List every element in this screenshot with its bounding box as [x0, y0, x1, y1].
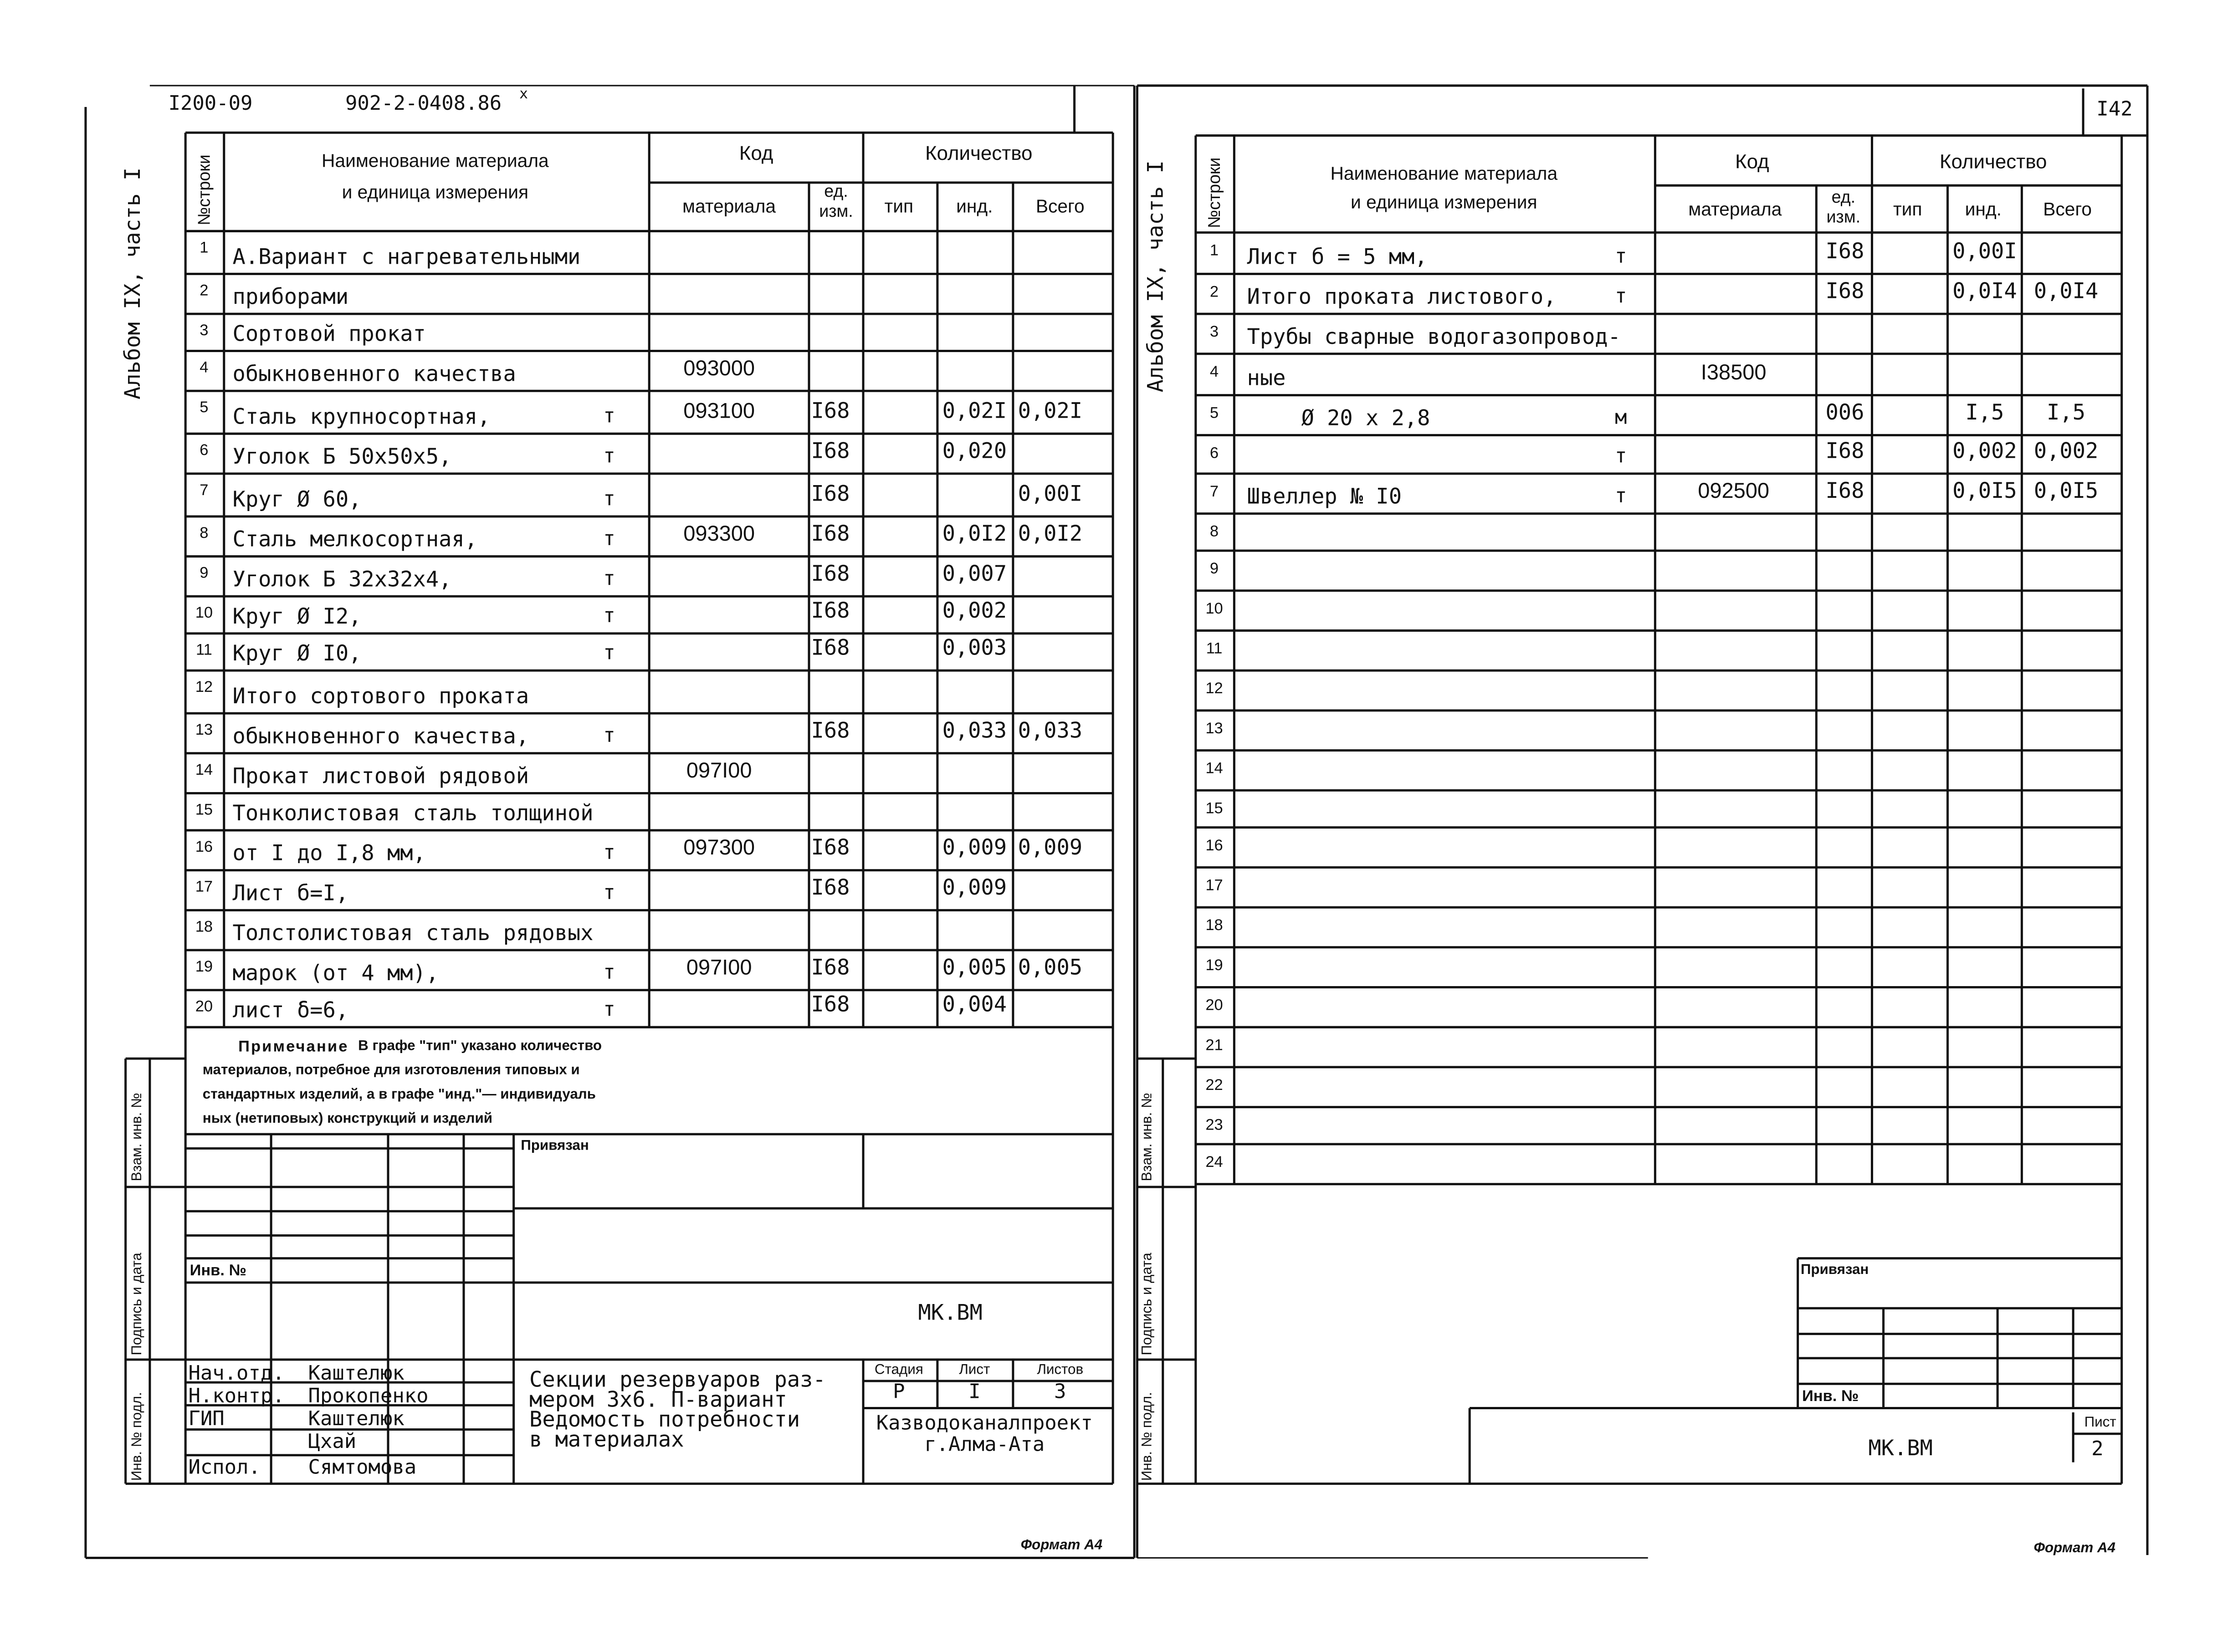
row-unit-letter: т [603, 605, 615, 628]
row-ind: 0,0I5 [1952, 478, 2017, 504]
row-code: 093000 [683, 357, 755, 381]
row-ind: 0,00I [1952, 238, 2017, 264]
row-total: 0,0I4 [2033, 278, 2099, 304]
row-ind: 0,003 [942, 634, 1007, 661]
row-unit-letter: т [603, 998, 615, 1022]
header-unit-l2: изм. [1826, 207, 1861, 227]
row-number: 3 [200, 322, 209, 340]
header-material: материала [682, 195, 776, 217]
row-total: 0,02I [1018, 398, 1083, 424]
signatory-name: Цхай [308, 1431, 357, 1454]
row-unit-code: I68 [1825, 438, 1864, 464]
drawing-mark: МК.ВМ [918, 1299, 983, 1325]
doc-number-sup: x [519, 87, 528, 103]
org-line2: г.Алма-Ата [924, 1433, 1045, 1457]
signatory-name: Прокопенко [308, 1385, 429, 1408]
row-total: 0,002 [2033, 438, 2099, 464]
title-line: Секции резервуаров раз- [529, 1366, 826, 1393]
format-label: Формат А4 [2033, 1540, 2115, 1557]
row-number: 4 [200, 359, 209, 377]
row-unit-code: I68 [811, 717, 850, 743]
row-unit-code: I68 [811, 481, 850, 506]
sheet-label: Лист [959, 1362, 990, 1378]
row-unit-letter: т [603, 642, 615, 665]
row-unit-letter: т [603, 527, 615, 551]
row-number: 8 [200, 525, 209, 542]
row-ind: 0,0I2 [942, 521, 1007, 547]
header-code: Код [739, 141, 773, 164]
side-label-inv: Инв. № подл. [130, 1392, 146, 1481]
title-line: мером 3х6. П-вариант [529, 1386, 787, 1412]
row-unit-letter: т [603, 488, 615, 511]
row-number: 24 [1205, 1154, 1223, 1171]
row-name: Ø 20 х 2,8 [1301, 405, 1430, 431]
row-unit-letter: т [603, 881, 615, 905]
row-number: 20 [195, 998, 213, 1016]
row-name: Лист б=I, [232, 880, 349, 906]
row-unit-letter: т [1614, 245, 1627, 268]
privyazan-label: Привязан [521, 1138, 589, 1154]
side-label-podpis: Подпись и дата [1140, 1253, 1156, 1355]
row-total: 0,0I5 [2033, 478, 2099, 504]
row-total: 0,009 [1018, 834, 1083, 860]
header-type: тип [884, 195, 914, 217]
row-number: 9 [200, 565, 209, 582]
row-name: Сортовой прокат [232, 321, 426, 347]
signatory-name: Каштелюк [308, 1362, 405, 1386]
row-number: 2 [1209, 284, 1219, 301]
row-number: 19 [1205, 957, 1223, 975]
row-code: 093100 [683, 399, 755, 424]
row-ind: 0,033 [942, 717, 1007, 743]
row-number: 12 [1205, 680, 1223, 698]
side-label-podpis: Подпись и дата [130, 1253, 146, 1355]
row-name: обыкновенного качества, [232, 723, 529, 749]
row-code: 097I00 [686, 759, 752, 783]
row-unit-letter: м [1614, 406, 1627, 430]
row-ind: 0,0I4 [1952, 278, 2017, 304]
row-number: 11 [196, 642, 212, 660]
row-unit-code: I68 [811, 875, 850, 900]
row-number: 22 [1205, 1077, 1223, 1095]
format-label: Формат А4 [1020, 1538, 1103, 1554]
row-number: 4 [1209, 363, 1219, 381]
title-line: Ведомость потребности [529, 1407, 800, 1432]
row-name: Круг Ø I2, [232, 603, 362, 629]
note-line1: В графе "тип" указано количество [358, 1038, 602, 1054]
header-unit-l2: изм. [819, 201, 853, 221]
drawing-mark: МК.ВМ [1868, 1435, 1933, 1461]
row-name: Лист б = 5 мм, [1247, 244, 1428, 270]
album-label: Альбом IX, часть I [1142, 160, 1169, 393]
row-name: Уголок Б 32х32х4, [232, 566, 452, 592]
row-number: 5 [200, 399, 209, 417]
row-unit-letter: т [1614, 285, 1627, 308]
header-ind: инд. [956, 195, 993, 217]
album-label: Альбом IX, часть I [120, 167, 146, 400]
sheets-value: 3 [1054, 1381, 1066, 1404]
row-ind: 0,02I [942, 398, 1007, 424]
row-total: 0,0I2 [1018, 521, 1083, 547]
row-number: 1 [200, 240, 209, 257]
row-unit-letter: т [603, 725, 615, 748]
row-number: 5 [1209, 405, 1219, 423]
row-number: 10 [1205, 600, 1223, 618]
org-line1: Казводоканалпроект [876, 1412, 1093, 1435]
row-number: 18 [1205, 917, 1223, 935]
header-qty: Количество [1939, 149, 2047, 173]
row-ind: 0,007 [942, 560, 1007, 587]
row-name: Трубы сварные водогазопровод- [1247, 324, 1621, 350]
signatory-name: Сямтомова [308, 1456, 417, 1480]
row-ind: I,5 [1965, 399, 2004, 425]
row-name: Толстолистовая сталь рядовых [232, 920, 594, 946]
row-unit-code: I68 [811, 598, 850, 624]
privyazan-label: Привязан [1800, 1262, 1869, 1279]
side-label-vzam: Взам. инв. № [1140, 1093, 1156, 1181]
row-number: 3 [1209, 324, 1219, 341]
row-number: 17 [195, 879, 213, 896]
doc-number: 902-2-0408.86 [345, 92, 502, 116]
row-unit-code: I68 [811, 991, 850, 1018]
row-ind: 0,002 [1952, 438, 2017, 464]
page-number: I42 [2096, 98, 2133, 122]
row-ind: 0,005 [942, 954, 1007, 980]
header-name-line2: и единица измерения [342, 181, 529, 203]
header-material: материала [1688, 198, 1782, 220]
row-unit-letter: т [603, 445, 615, 468]
row-unit-letter: т [1614, 445, 1627, 468]
signatory-role: Н.контр. [188, 1385, 285, 1408]
row-name: Уголок Б 50х50х5, [232, 444, 452, 470]
row-name: Сталь крупносортная, [232, 404, 491, 430]
header-type: тип [1893, 198, 1922, 220]
row-name: ные [1247, 365, 1286, 391]
row-number: 16 [195, 839, 213, 856]
row-unit-code: I68 [811, 438, 850, 464]
row-ind: 0,020 [942, 438, 1007, 464]
row-code: 093300 [683, 522, 755, 547]
row-ind: 0,004 [942, 991, 1007, 1018]
row-number: 18 [195, 919, 213, 936]
row-code: 097I00 [686, 956, 752, 980]
row-unit-letter: т [603, 962, 615, 985]
sheet-value: I [968, 1381, 981, 1404]
row-number: 14 [195, 762, 213, 779]
row-number: 19 [195, 958, 213, 976]
note-line3: стандартных изделий, а в графе "инд."— индивидуаль [202, 1087, 596, 1103]
row-unit-code: I68 [1825, 278, 1864, 304]
row-number: 7 [200, 482, 209, 500]
header-name-line2: и единица измерения [1351, 191, 1537, 213]
row-number: 16 [1205, 837, 1223, 855]
row-number: 12 [195, 679, 213, 696]
row-name: марок (от 4 мм), [232, 960, 439, 986]
side-label-inv: Инв. № подл. [1140, 1392, 1156, 1481]
row-total: 0,005 [1018, 954, 1083, 980]
row-name: Круг Ø 60, [232, 486, 362, 512]
row-name: Тонколистовая сталь толщиной [232, 800, 594, 826]
note-line2: материалов, потребное для изготовления типовых и [202, 1063, 580, 1079]
row-number: 14 [1205, 760, 1223, 778]
row-unit-code: I68 [811, 634, 850, 661]
row-number: 2 [200, 282, 209, 300]
inv-no-label: Инв. № [1802, 1388, 1859, 1406]
signatory-role: Испол. [188, 1456, 261, 1480]
row-total: 0,033 [1018, 717, 1083, 743]
row-code: 092500 [1698, 479, 1770, 504]
row-unit-letter: т [603, 841, 615, 865]
row-name: Швеллер № I0 [1247, 483, 1402, 510]
sheet-label: Пист [2084, 1415, 2116, 1431]
signatory-role: Нач.отд. [188, 1362, 285, 1386]
sheet-value: 2 [2091, 1438, 2104, 1461]
row-unit-letter: т [603, 568, 615, 591]
stage-value: Р [893, 1381, 905, 1404]
row-number: 15 [1205, 800, 1223, 818]
stage-label: Стадия [874, 1362, 923, 1378]
row-number: 17 [1205, 877, 1223, 895]
signatory-name: Каштелюк [308, 1408, 405, 1431]
row-number: 8 [1209, 523, 1219, 541]
row-name: Итого сортового проката [232, 683, 529, 709]
title-line: в материалах [529, 1427, 684, 1453]
row-code: 097300 [683, 836, 755, 860]
row-name: Итого проката листового, [1247, 284, 1557, 310]
row-unit-code: I68 [1825, 478, 1864, 504]
row-name: Сталь мелкосортная, [232, 526, 478, 552]
stamp-code: I200-09 [168, 92, 253, 116]
row-name: Прокат листовой рядовой [232, 763, 529, 789]
row-number: 23 [1205, 1117, 1223, 1135]
row-name: обыкновенного качества [232, 361, 516, 387]
header-ind: инд. [1965, 198, 2002, 220]
header-unit-l1: ед. [824, 181, 848, 201]
sheets-label: Листов [1037, 1362, 1084, 1378]
row-number: 7 [1209, 483, 1219, 501]
row-number: 1 [1209, 242, 1219, 260]
row-unit-code: I68 [811, 954, 850, 980]
row-ind: 0,009 [942, 834, 1007, 860]
header-total: Всего [2043, 198, 2092, 220]
row-total: I,5 [2046, 399, 2085, 425]
header-name-line1: Наименование материала [322, 149, 549, 171]
row-unit-letter: т [603, 405, 615, 428]
header-total: Всего [1035, 195, 1085, 217]
header-code: Код [1735, 149, 1769, 173]
row-number: 21 [1205, 1037, 1223, 1054]
row-unit-letter: т [1614, 485, 1627, 508]
row-ind: 0,009 [942, 875, 1007, 900]
row-number: 11 [1206, 640, 1223, 658]
row-unit-code: I68 [811, 834, 850, 860]
row-total: 0,00I [1018, 481, 1083, 506]
row-unit-code: I68 [811, 521, 850, 547]
row-number: 15 [195, 802, 213, 819]
note-line4: ных (нетиповых) конструкций и изделий [202, 1111, 493, 1127]
row-ind: 0,002 [942, 598, 1007, 624]
row-code: I38500 [1701, 361, 1767, 385]
header-name-line1: Наименование материала [1330, 163, 1558, 184]
row-number: 6 [200, 442, 209, 460]
row-number: 13 [195, 721, 213, 739]
side-label-vzam: Взам. инв. № [130, 1093, 146, 1181]
row-number: 9 [1209, 560, 1219, 578]
signatory-role: ГИП [188, 1408, 225, 1431]
row-number: 13 [1205, 720, 1223, 738]
row-number: 10 [195, 605, 213, 622]
row-name: приборами [232, 284, 349, 310]
row-name: от I до I,8 мм, [232, 840, 426, 866]
row-name: А.Вариант с нагревательными [232, 244, 581, 270]
row-number: 6 [1209, 445, 1219, 462]
header-row-no: №строки [194, 154, 214, 225]
row-unit-code: I68 [811, 560, 850, 587]
header-row-no: №строки [1204, 157, 1224, 229]
header-qty: Количество [925, 141, 1033, 164]
row-name: лист δ=6, [232, 997, 349, 1023]
inv-no-label: Инв. № [190, 1262, 246, 1280]
row-number: 20 [1205, 997, 1223, 1014]
row-unit-code: I68 [811, 398, 850, 424]
row-name: Круг Ø I0, [232, 640, 362, 666]
header-unit-l1: ед. [1831, 187, 1856, 207]
row-unit-code: I68 [1825, 238, 1864, 264]
note-title: Примечание [238, 1038, 349, 1056]
row-unit-code: 006 [1825, 399, 1864, 425]
